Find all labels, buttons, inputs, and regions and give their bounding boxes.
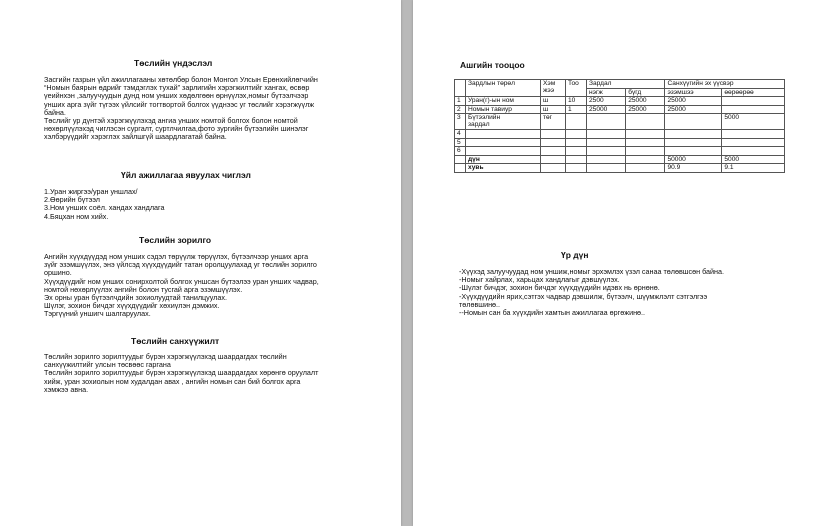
- intro-line: хэлбэрүүдийг хэрэглэх зайлшгүй шаардлагатай байна.: [44, 132, 227, 142]
- table-cell: 5: [455, 138, 466, 147]
- activity-item: 1.Уран жиргээ/уран уншлах/: [44, 187, 138, 196]
- intro-line: байна.: [44, 107, 66, 117]
- table-cell: [587, 164, 626, 173]
- table-cell: [541, 147, 566, 156]
- table-cell: ш: [541, 97, 566, 106]
- table-cell: [566, 130, 587, 139]
- table-cell: 3: [455, 114, 466, 130]
- intro-line: унших арга зүйг түгээх үйлсийг тогтвортой болгох үүднээс уг төслийг хэрэгжүүлж: [44, 99, 315, 109]
- table-cell: 25000: [665, 97, 722, 106]
- activity-item: 4.Бяцхан ном хийх.: [44, 211, 109, 221]
- table-cell: [566, 155, 587, 164]
- table-cell: [455, 155, 466, 164]
- activities-list: [44, 188, 374, 221]
- document-page-right: [413, 0, 819, 526]
- table-cell: ш: [541, 105, 566, 114]
- result-line: --Номын сан ба хүүхдийн хамтын ажиллагаа өргөжинө..: [459, 308, 646, 318]
- document-page-left: [0, 0, 401, 526]
- table-cell: 4: [455, 130, 466, 139]
- goal-line: зүйг эзэмшүүлэх, энэ үйлсэд хүүхдүүдийг татан оролцуулахад уг төслийн зорилго: [44, 260, 317, 270]
- table-cell: [466, 130, 541, 139]
- table-cell: дүн: [466, 155, 541, 164]
- table-header-cell: Хэм жээ: [541, 80, 566, 97]
- table-cell: 90.9: [665, 164, 722, 173]
- table-cell: [541, 138, 566, 147]
- finance-line: Төслийн зорилго зорилтуудыг бүрэн хэрэгжүүлэхэд шаардагдах хөрөнгө оруулалт: [44, 368, 319, 378]
- table-cell: [455, 164, 466, 173]
- table-cell: 50000: [665, 155, 722, 164]
- table-header-cell: өөрөөрөө: [722, 88, 785, 97]
- heading-activities: Үйл ажиллагаа явуулах чиглэл: [121, 170, 251, 180]
- goal-line: оршино.: [44, 268, 72, 278]
- table-cell: 25000: [626, 97, 665, 106]
- table-header-cell: Тоо: [566, 80, 587, 97]
- intro-line: Төслийг ур дүнтэй хэрэгжүүлэхэд ангиа унших номтой болгох болон номтой: [44, 116, 298, 126]
- table-cell: [566, 147, 587, 156]
- table-cell: [722, 147, 785, 156]
- table-cell: [626, 130, 665, 139]
- table-header-row: [455, 80, 785, 89]
- table-cell: [665, 147, 722, 156]
- table-cell: [566, 138, 587, 147]
- table-cell: [722, 130, 785, 139]
- table-cell: 25000: [626, 105, 665, 114]
- goal-paragraph: [44, 253, 374, 319]
- goal-line: Хүүхдүүдийг ном унших сонирхолтой болгох уншсан бүтээлээ уран унших чадвар,: [44, 276, 319, 286]
- table-cell: 1: [566, 105, 587, 114]
- table-cell: [587, 114, 626, 130]
- table-header-cell: [455, 80, 466, 97]
- table-cell: [626, 114, 665, 130]
- table-cell: [665, 138, 722, 147]
- result-line: -Номыг хайрлах, харьцах хандлагыг дэвшүүлэх.: [459, 275, 620, 285]
- table-cell: Номын тавиур: [466, 105, 541, 114]
- table-cell: [587, 130, 626, 139]
- goal-line: Эх орны уран бүтээлчдийн зохиолуудтай танилцуулах.: [44, 293, 227, 303]
- finance-line: хэмжээ авна.: [44, 384, 89, 394]
- table-row: [455, 155, 785, 164]
- intro-paragraph: [44, 76, 374, 142]
- result-line: төлөвшинө..: [459, 299, 501, 309]
- table-row: [455, 138, 785, 147]
- table-cell: 6: [455, 147, 466, 156]
- table-cell: [466, 138, 541, 147]
- intro-line: “Номын баярын өдрийг тэмдэглэх тухай” зарлигийн хэрэгжилтийг хангах, өсвөр: [44, 83, 310, 93]
- table-cell: [566, 114, 587, 130]
- table-cell: 5000: [722, 155, 785, 164]
- table-cell: [626, 164, 665, 173]
- heading-finance: Төслийн санхүүжилт: [131, 336, 220, 346]
- intro-line: үеийнхэн ,залуучуудын дунд ном унших хөдөлгөөн өрнүүлэх,номыг бүтээлчээр: [44, 91, 309, 101]
- table-row: [455, 164, 785, 173]
- table-cell: хувь: [466, 164, 541, 173]
- table-cell: [722, 105, 785, 114]
- heading-budget: Ашгийн тооцоо: [460, 60, 525, 70]
- table-cell: [665, 114, 722, 130]
- table-cell: [587, 147, 626, 156]
- table-cell: [587, 155, 626, 164]
- table-row: [455, 97, 785, 106]
- intro-line: Засгийн газрын үйл ажиллагааны хөтөлбөр болон Монгол Улсын Ерөнхийлөгчийн: [44, 75, 318, 84]
- table-cell: [541, 164, 566, 173]
- table-header-cell: Зардал: [587, 80, 665, 89]
- table-cell: [722, 138, 785, 147]
- table-header-cell: нэгж: [587, 88, 626, 97]
- heading-results: Үр дүн: [561, 250, 589, 260]
- result-line: -Шүлэг бичдэг, зохион бичдэг хүүхдүүдийн идэвх нь өрнөнө.: [459, 283, 660, 293]
- goal-line: Тэргүүний уншигч шалгаруулах.: [44, 309, 151, 319]
- activity-item: 3.Ном унших соёл. хандах хандлага: [44, 203, 165, 213]
- table-cell: [541, 130, 566, 139]
- table-cell: [626, 155, 665, 164]
- goal-line: номтой нөхөрлүүлэх ангийн болон тусгай арга эзэмшүүлэх.: [44, 284, 243, 294]
- table-cell: [626, 147, 665, 156]
- table-cell: Уран(г)-ын ном: [466, 97, 541, 106]
- table-cell: 25000: [665, 105, 722, 114]
- result-line: -Хүүхэд залуучуудад ном уншиж,номыг эрхэмлэх үзэл санаа төлөвшсөн байна.: [459, 267, 725, 276]
- table-cell: [626, 138, 665, 147]
- table-cell: [587, 138, 626, 147]
- table-cell: [566, 164, 587, 173]
- table-cell: 1: [455, 97, 466, 106]
- table-row: [455, 105, 785, 114]
- table-cell: 5000: [722, 114, 785, 130]
- table-row: [455, 114, 785, 130]
- finance-line: хийж, уран зохиолын ном худалдан авах , ангийн номын сан бий болгох арга: [44, 376, 301, 386]
- goal-line: Ангийн хүүхдүүдэд ном унших сэдэл төрүүлж төрүүлэх, бүтээлчээр унших арга: [44, 252, 309, 261]
- table-cell: Бүтээлийн зардал: [466, 114, 541, 130]
- goal-line: Шүлэг, зохион бичдэг хүүхдүүдийг хөхиүлэн дэмжих.: [44, 301, 220, 311]
- budget-table: [454, 79, 785, 173]
- table-cell: 9.1: [722, 164, 785, 173]
- finance-line: Төслийн зорилго зорилтуудыг бүрэн хэрэгжүүлэхэд шаардагдах төслийн: [44, 352, 287, 361]
- finance-paragraph: [44, 353, 374, 394]
- heading-intro: Төслийн үндэслэл: [134, 58, 213, 68]
- finance-line: санхүүжилтийг улсын төсвөөс гаргана: [44, 360, 171, 370]
- table-header-cell: бүгд: [626, 88, 665, 97]
- table-cell: [722, 97, 785, 106]
- table-cell: 25000: [587, 105, 626, 114]
- table-cell: төг: [541, 114, 566, 130]
- table-header-cell: Санхүүгийн эх үүсвэр: [665, 80, 785, 89]
- table-row: [455, 147, 785, 156]
- activity-item: 2.Өөрийн бүтээл: [44, 195, 100, 205]
- table-cell: 2500: [587, 97, 626, 106]
- table-cell: [466, 147, 541, 156]
- table-cell: 2: [455, 105, 466, 114]
- result-line: -Хүүхдүүдийн ярих,сэтгэх чадвар дэвшилж, бүтээлч, шүүмжлэлт сэтгэлгээ: [459, 291, 708, 301]
- table-cell: [541, 155, 566, 164]
- intro-line: нөхөрлүүлэхэд чиглэсэн сургалт, суртлчилгаа,фото зургийн бүтээлийн шинэлэг: [44, 124, 309, 134]
- table-header-cell: эзэмшээ: [665, 88, 722, 97]
- heading-goal: Төслийн зорилго: [139, 235, 212, 245]
- table-row: [455, 130, 785, 139]
- table-cell: [665, 130, 722, 139]
- table-cell: 10: [566, 97, 587, 106]
- results-paragraph: [459, 268, 799, 317]
- table-header-cell: Зардлын төрөл: [466, 80, 541, 97]
